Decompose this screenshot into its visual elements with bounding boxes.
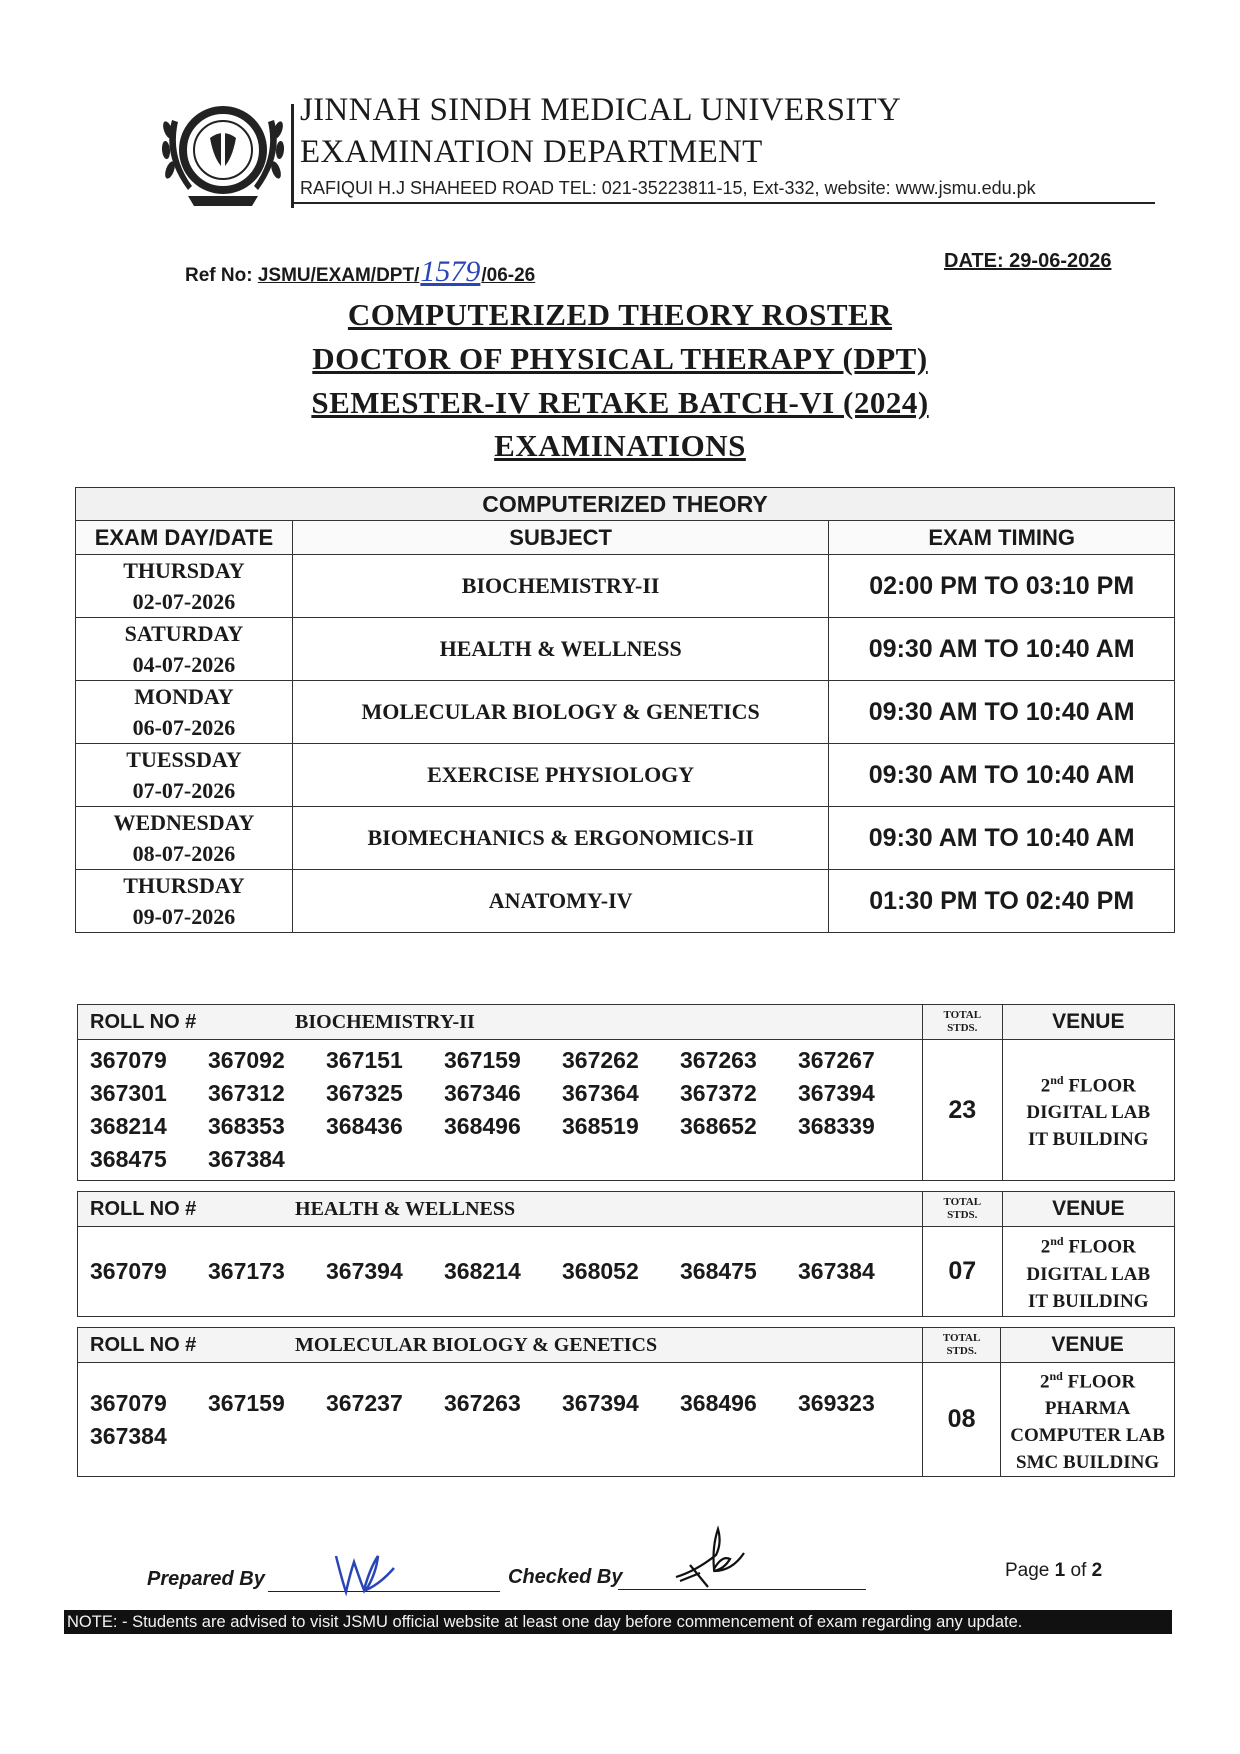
total-label: TOTAL [943,1009,982,1021]
roll-number: 369323 [798,1389,875,1416]
exam-timing: 09:30 AM TO 10:40 AM [829,681,1175,744]
roll-number: 367325 [326,1080,403,1106]
floor-suffix: nd [1050,1234,1064,1249]
exam-timing: 09:30 AM TO 10:40 AM [829,744,1175,807]
venue-floor [1003,1067,1174,1099]
total-students-label [923,1192,1003,1227]
exam-subject: BIOMECHANICS & ERGONOMICS-II [292,807,828,870]
header-day-date: EXAM DAY/DATE [76,521,293,555]
checked-by-label: Checked By [508,1566,623,1588]
roll-label: ROLL NO # [78,1005,296,1040]
checked-by-signature-icon [670,1525,750,1595]
exam-timing: 01:30 PM TO 02:40 PM [829,870,1175,933]
venue-line: DIGITAL LAB [1026,1263,1151,1285]
exam-subject: ANATOMY-IV [292,870,828,933]
roll-number: 367159 [444,1047,521,1073]
roll-number: 367151 [326,1047,403,1073]
roll-number: 367267 [798,1047,875,1073]
roll-number-list [78,1040,923,1181]
roll-number: 368475 [680,1258,757,1284]
roll-number-list [78,1227,923,1317]
exam-day-date [76,870,293,933]
venue-line: COMPUTER LAB [1010,1425,1165,1447]
exam-date: 04-07-2026 [132,652,236,677]
schedule-caption: COMPUTERIZED THEORY [76,488,1175,521]
exam-day-date [76,555,293,618]
page-total: 2 [1091,1560,1103,1581]
exam-day-date [76,681,293,744]
venue-label: VENUE [1002,1005,1174,1040]
total-label: TOTAL [943,1196,982,1208]
exam-day: THURSDAY [123,873,245,898]
exam-date: 07-07-2026 [132,778,236,803]
page-label: Page [1005,1560,1055,1581]
exam-day: TUESSDAY [126,747,242,772]
floor-label: FLOOR [1067,1371,1136,1393]
roll-subject: BIOCHEMISTRY-II [295,1005,922,1040]
floor-number: 2 [1040,1075,1051,1097]
roll-number: 368496 [444,1113,521,1139]
roll-number: 367263 [680,1047,757,1073]
roll-number: 367346 [444,1080,521,1106]
header-exam-timing: EXAM TIMING [829,521,1175,555]
exam-day: WEDNESDAY [113,810,255,835]
exam-day-date [76,744,293,807]
page-current: 1 [1054,1560,1066,1581]
roll-number: 367372 [680,1080,757,1106]
roll-number: 367312 [208,1080,285,1106]
roll-number: 368519 [562,1113,639,1139]
page-number [1005,1560,1102,1582]
roll-number: 368475 [90,1146,167,1172]
ref-handwritten-number: 1579 [420,255,481,288]
header-subject: SUBJECT [292,521,828,555]
ref-label: Ref No: [185,265,258,286]
notice-bar: NOTE: - Students are advised to visit JSMU official website at least one day before commencement of exam regarding any update. [64,1610,1172,1634]
roll-number: 367364 [562,1080,639,1106]
exam-timing: 09:30 AM TO 10:40 AM [829,618,1175,681]
exam-timing: 02:00 PM TO 03:10 PM [829,555,1175,618]
exam-day: SATURDAY [124,621,244,646]
roll-subject: MOLECULAR BIOLOGY & GENETICS [295,1328,922,1363]
venue [1001,1363,1175,1477]
total-students: 08 [923,1363,1001,1477]
roll-table [77,1327,1175,1477]
roll-label: ROLL NO # [78,1328,296,1363]
roll-number: 368496 [680,1389,757,1416]
total-students-label [923,1005,1003,1040]
roll-number: 368652 [680,1113,757,1139]
page-of: of [1065,1560,1092,1581]
venue-line: SMC BUILDING [1016,1452,1160,1474]
exam-timing: 09:30 AM TO 10:40 AM [829,807,1175,870]
roll-number: 368214 [444,1258,521,1284]
exam-date: 08-07-2026 [132,841,236,866]
roll-number: 367394 [562,1389,639,1416]
header-divider [291,104,294,208]
schedule-row [76,618,1175,681]
roll-number: 367079 [90,1389,167,1416]
header-rule [291,202,1155,204]
total-students: 23 [923,1040,1003,1181]
roll-number: 368353 [208,1113,285,1139]
roll-table [77,1191,1175,1317]
exam-date: 02-07-2026 [132,589,236,614]
roll-number: 367159 [208,1389,285,1416]
roll-number: 367384 [798,1258,875,1284]
floor-number: 2 [1040,1371,1050,1393]
venue-label: VENUE [1001,1328,1175,1363]
venue-floor [1003,1228,1174,1260]
floor-label: FLOOR [1068,1236,1136,1258]
venue-line: PHARMA [1044,1398,1131,1420]
venue-floor [1001,1363,1174,1395]
total-students-label [923,1328,1001,1363]
venue-line: IT BUILDING [1028,1290,1149,1312]
roll-number: 367262 [562,1047,639,1073]
roll-subject: HEALTH & WELLNESS [295,1192,922,1227]
roll-number: 368436 [326,1113,403,1139]
title-line-4: EXAMINATIONS [494,428,746,463]
exam-date: 09-07-2026 [132,904,236,929]
schedule-table [75,487,1175,933]
exam-date: 06-07-2026 [132,715,236,740]
exam-subject: HEALTH & WELLNESS [292,618,828,681]
roll-number: 367394 [326,1258,403,1284]
roll-number: 367263 [444,1389,521,1416]
exam-subject: MOLECULAR BIOLOGY & GENETICS [292,681,828,744]
roll-number: 368214 [90,1113,167,1139]
schedule-row [76,807,1175,870]
floor-label: FLOOR [1068,1075,1136,1097]
university-name: JINNAH SINDH MEDICAL UNIVERSITY [300,92,902,128]
roll-number: 367079 [90,1258,167,1284]
header-address: RAFIQUI H.J SHAHEED ROAD TEL: 021-35223811-15, Ext-332, website: www.jsmu.edu.pk [300,178,1036,198]
roll-number: 367384 [208,1146,285,1172]
venue [1002,1227,1174,1317]
title-line-3: SEMESTER-IV RETAKE BATCH-VI (2024) [311,385,929,420]
roll-label: ROLL NO # [78,1192,296,1227]
schedule-row [76,681,1175,744]
floor-number: 2 [1040,1236,1051,1258]
roll-number: 367301 [90,1080,167,1106]
roll-number: 367092 [208,1047,285,1073]
roll-number: 367237 [326,1389,403,1416]
exam-day: THURSDAY [123,558,245,583]
stds-label: STDS. [946,1345,977,1357]
ref-prefix: JSMU/EXAM/DPT/ [257,265,420,286]
university-seal-icon [158,100,288,210]
exam-day-date [76,618,293,681]
roll-number: 368339 [798,1113,875,1139]
exam-day: MONDAY [134,684,234,709]
title-line-1: COMPUTERIZED THEORY ROSTER [347,297,893,332]
roll-table [77,1004,1175,1181]
roll-number-list [78,1363,923,1477]
schedule-row [76,870,1175,933]
venue-line: IT BUILDING [1028,1129,1149,1151]
roll-number: 367079 [90,1047,167,1073]
schedule-row [76,555,1175,618]
roll-number: 367384 [90,1422,167,1449]
venue-line: DIGITAL LAB [1026,1102,1151,1124]
floor-suffix: nd [1049,1369,1063,1383]
stds-label: STDS. [947,1022,978,1034]
roll-number: 367394 [798,1080,875,1106]
total-students: 07 [923,1227,1003,1317]
document-date: DATE: 29-06-2026 [944,250,1112,272]
exam-subject: BIOCHEMISTRY-II [292,555,828,618]
prepared-by-signature-icon [330,1548,400,1598]
exam-subject: EXERCISE PHYSIOLOGY [292,744,828,807]
stds-label: STDS. [947,1209,978,1221]
ref-suffix: /06-26 [481,265,536,286]
roll-number: 368052 [562,1258,639,1284]
schedule-row [76,744,1175,807]
roll-number: 367173 [208,1258,285,1284]
total-label: TOTAL [942,1332,981,1344]
department-name: EXAMINATION DEPARTMENT [300,134,763,170]
venue [1002,1040,1174,1181]
prepared-by-label: Prepared By [147,1568,265,1590]
venue-label: VENUE [1002,1192,1174,1227]
exam-day-date [76,807,293,870]
floor-suffix: nd [1050,1072,1064,1087]
title-line-2: DOCTOR OF PHYSICAL THERAPY (DPT) [312,341,928,376]
reference-number [185,255,535,289]
